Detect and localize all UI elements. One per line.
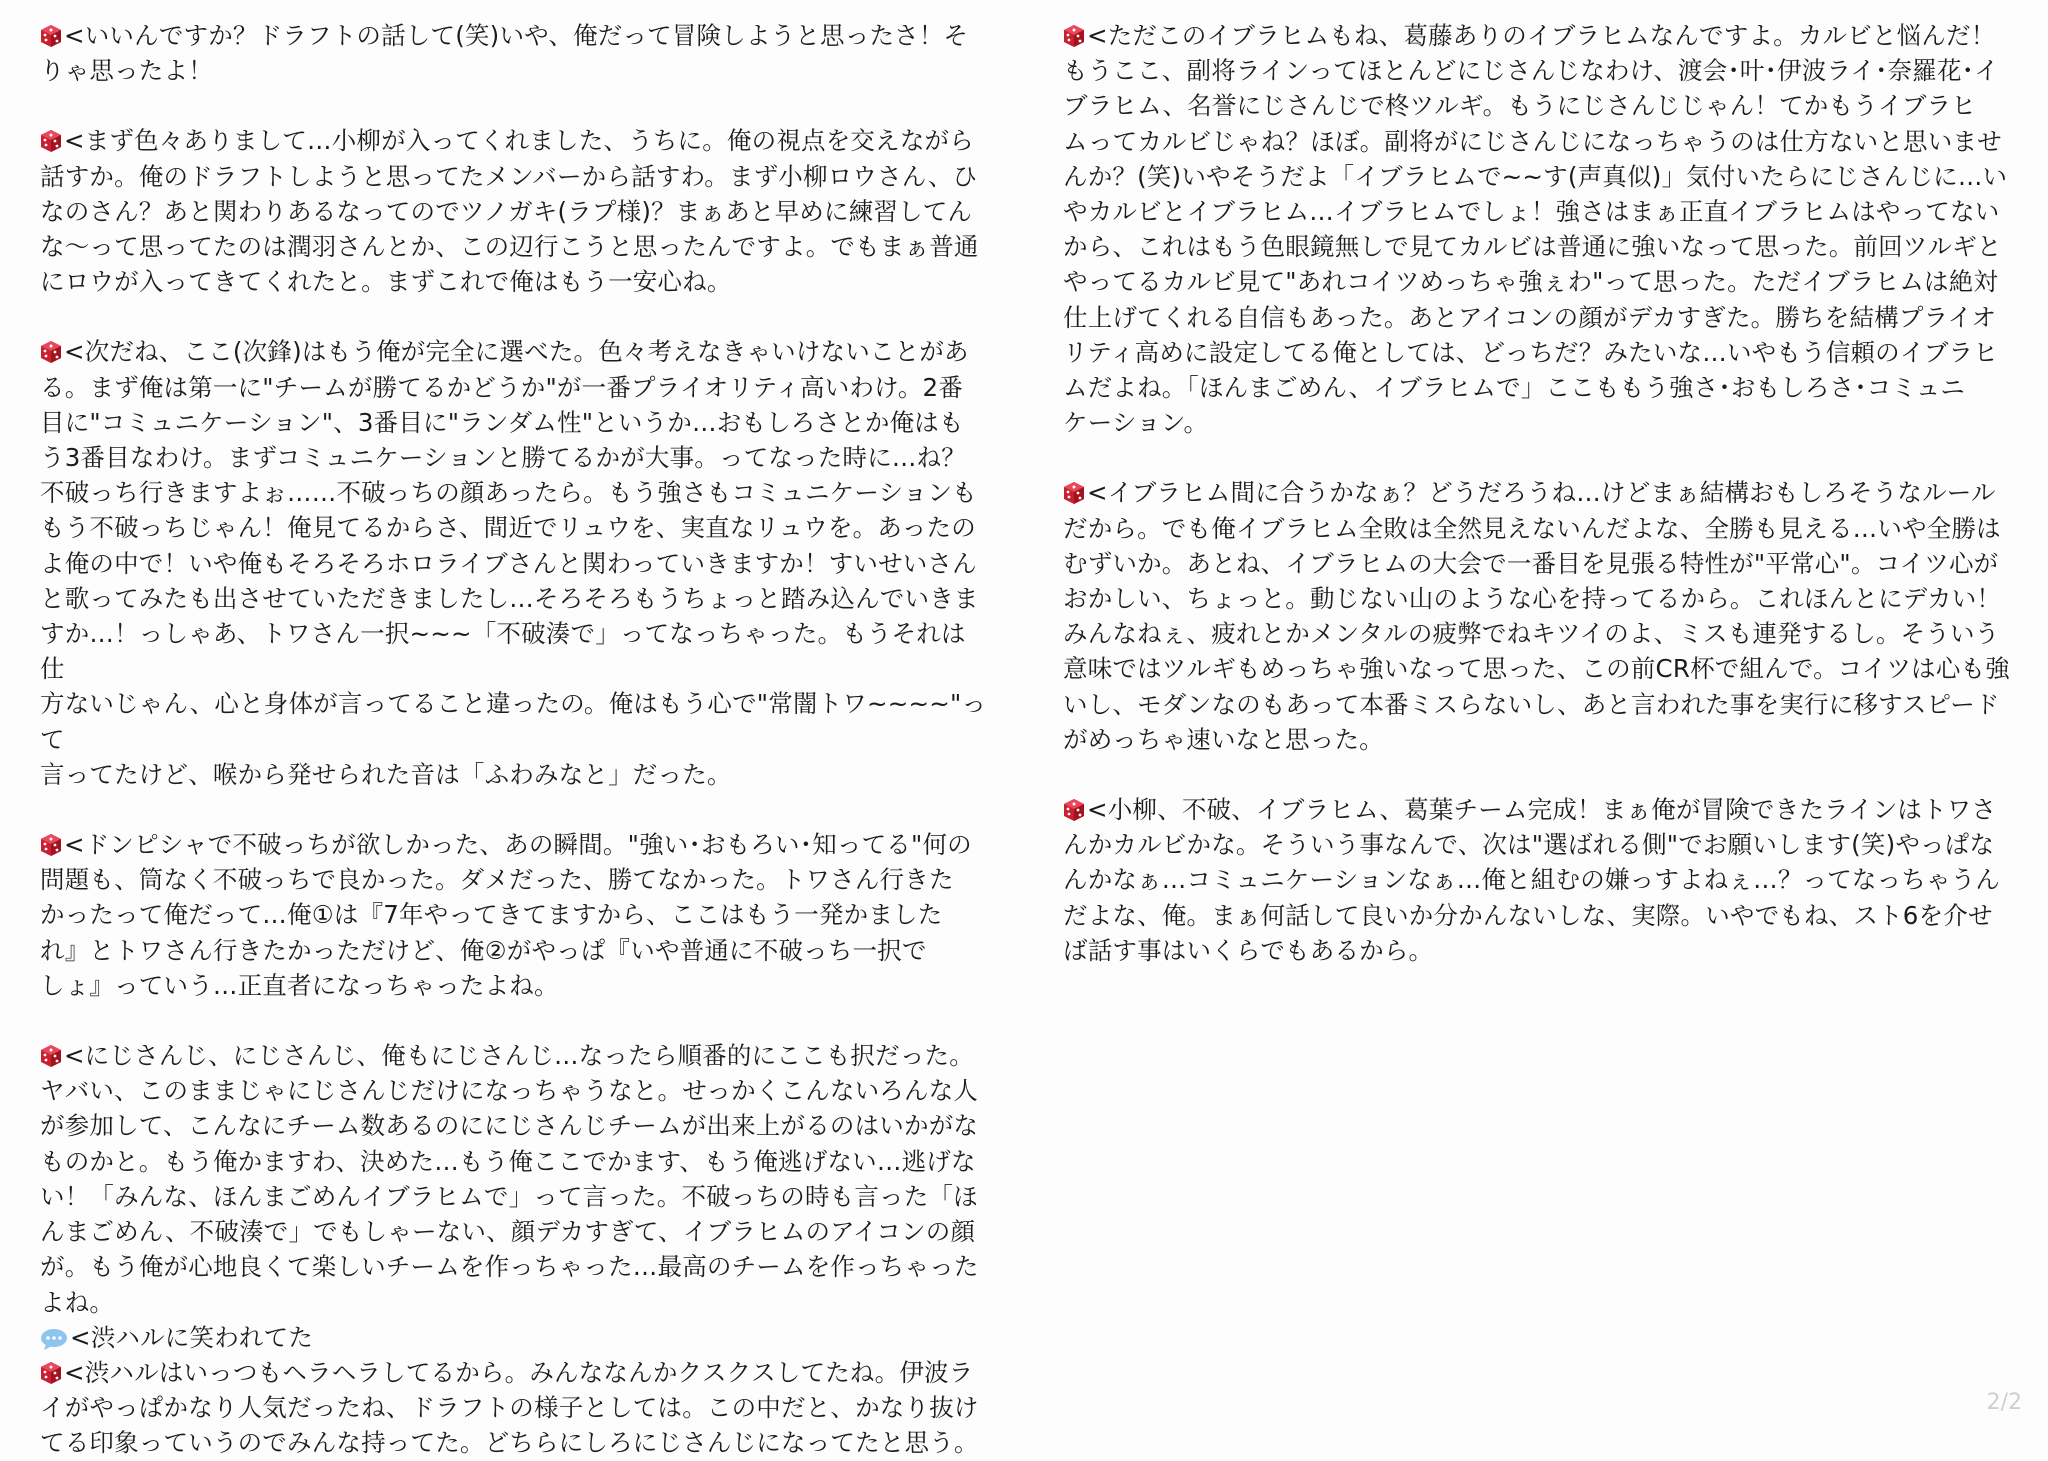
text-line	[1063, 511, 2023, 546]
line-text: 不破っち行きますよぉ……不破っちの顔あったら。もう強さもコミュニケーションも	[40, 478, 977, 508]
line-text: だよな、俺。まぁ何話して良いか分かんないしな、実際。いやでもね、スト6を介せ	[1063, 900, 1993, 930]
line-text: <ただこのイブラヒムもね、葛藤ありのイブラヒムなんですよ。カルビと悩んだ！	[1087, 21, 1996, 50]
text-line	[40, 1073, 990, 1108]
paragraph	[1063, 18, 2023, 440]
line-text: 話すか。俺のドラフトしようと思ってたメンバーから話すわ。まず小柳ロウさん、ひ	[40, 161, 978, 191]
line-text: ケーション。	[1063, 408, 1209, 438]
line-text: 言ってたけど、喉から発せられた音は「ふわみなと」だった。	[40, 759, 732, 789]
text-line	[40, 334, 990, 369]
text-line	[1063, 229, 2023, 264]
line-text: んか？(笑)いやそうだよ「イブラヒムで~~す(声真似)」気付いたらにじさんじに…い	[1063, 161, 2008, 191]
dice-icon	[40, 833, 62, 857]
text-line	[40, 1390, 990, 1425]
text-line	[1063, 335, 2023, 370]
text-line	[40, 1320, 990, 1355]
paragraph	[40, 334, 990, 792]
line-text: る。まず俺は第一に"チームが勝てるかどうか"が一番プライオリティ高いわけ。2番	[40, 372, 964, 402]
line-text: 仕上げてくれる自信もあった。あとアイコンの顔がデカすぎた。勝ちを結構プライオ	[1063, 302, 1997, 332]
text-line	[1063, 933, 2023, 968]
text-line	[1063, 651, 2023, 686]
line-text: から、これはもう色眼鏡無しで見てカルビは普通に強いなって思った。前回ツルギと	[1063, 232, 2002, 262]
text-line	[1063, 546, 2023, 581]
speech-bubble-icon	[40, 1328, 68, 1350]
line-text: やってるカルビ見て"あれコイツめっちゃ強ぇわ"って思った。ただイブラヒムは絶対	[1063, 267, 1999, 297]
line-text: 意味ではツルギもめっちゃ強いなって思った、この前CR杯で組んで。コイツは心も強	[1063, 654, 2010, 684]
line-text: りゃ思ったよ！	[40, 56, 213, 86]
paragraph	[40, 1038, 990, 1320]
text-line	[40, 933, 990, 968]
text-line	[1063, 898, 2023, 933]
text-line	[1063, 862, 2023, 897]
paragraph	[1063, 792, 2023, 968]
line-text: が参加して、こんなにチーム数あるのににじさんじチームが出来上がるのはいかがな	[40, 1111, 979, 1141]
paragraph	[1063, 475, 2023, 757]
text-line	[40, 1425, 990, 1460]
dice-icon	[1063, 481, 1085, 505]
text-line	[1063, 88, 2023, 123]
text-line	[40, 1249, 990, 1284]
text-line	[40, 968, 990, 1003]
text-line	[1063, 792, 2023, 827]
line-text: 問題も、筒なく不破っちで良かった。ダメだった、勝てなかった。トワさん行きた	[40, 865, 954, 895]
text-line	[40, 1285, 990, 1320]
line-text: な〜って思ってたのは潤羽さんとか、この辺行こうと思ったんですよ。でもまぁ普通	[40, 232, 979, 262]
text-line	[40, 827, 990, 862]
line-text: 目に"コミュニケーション"、3番目に"ランダム性"というか…おもしろさとか俺はも	[40, 407, 964, 437]
dice-icon	[40, 340, 62, 364]
text-line	[40, 862, 990, 897]
text-line	[40, 370, 990, 405]
line-text: だから。でも俺イブラヒム全敗は全然見えないんだよな、全勝も見える…いや全勝は	[1063, 513, 2001, 543]
text-line	[1063, 687, 2023, 722]
paragraph	[40, 1355, 990, 1461]
line-text: もうここ、副将ラインってほとんどにじさんじなわけ、渡会･叶･伊波ライ･奈羅花･イ	[1063, 56, 1999, 86]
line-text: しょ』っていう…正直者になっちゃったよね。	[40, 970, 559, 1000]
line-text: んかなぁ…コミュニケーションなぁ…俺と組むの嫌っすよねぇ…？ってなっちゃうん	[1063, 865, 2001, 895]
dice-icon	[40, 24, 62, 48]
dice-icon	[1063, 24, 1085, 48]
line-text: <イブラヒム間に合うかなぁ？どうだろうね…けどまぁ結構おもしろそうなルール	[1087, 478, 1996, 508]
text-line	[40, 1179, 990, 1214]
line-text: が。もう俺が心地良くて楽しいチームを作っちゃった…最高のチームを作っちゃった	[40, 1252, 979, 1282]
line-text: ムだよね。「ほんまごめん、イブラヒムで」ここももう強さ･おもしろさ･コミュニ	[1063, 373, 1966, 403]
text-line	[40, 475, 990, 510]
text-line	[40, 123, 990, 158]
line-text: <渋ハルはいっつもヘラヘラしてるから。みんななんかクスクスしてたね。伊波ラ	[64, 1357, 974, 1387]
line-text: <いいんですか？ドラフトの話して(笑)いや、俺だって冒険しようと思ったさ！そ	[64, 21, 969, 50]
line-text: う3番目なわけ。まずコミュニケーションと勝てるかが大事。ってなった時に…ね？	[40, 443, 967, 473]
left-column	[40, 18, 990, 1461]
text-line	[40, 1038, 990, 1073]
text-line	[40, 581, 990, 616]
line-text: もう不破っちじゃん！俺見てるからさ、間近でリュウを、実直なリュウを。あったの	[40, 513, 976, 543]
line-text: よ俺の中で！いや俺もそろそろホロライブさんと関わっていきますか！すいせいさん	[40, 548, 977, 578]
dice-icon	[40, 1361, 62, 1385]
line-text: い！「みんな、ほんまごめんイブラヒムで」って言った。不破っちの時も言った「ほ	[40, 1181, 978, 1211]
text-line	[1063, 475, 2023, 510]
line-text: いし、モダンなのもあって本番ミスらないし、あと言われた事を実行に移すスピード	[1063, 689, 2000, 719]
paragraph	[40, 123, 990, 299]
line-text: <にじさんじ、にじさんじ、俺もにじさんじ…なったら順番的にここも択だった。	[64, 1041, 974, 1071]
text-line	[40, 440, 990, 475]
line-text: <次だね、ここ(次鋒)はもう俺が完全に選べた。色々考えなきゃいけないことがあ	[64, 337, 969, 367]
text-line	[40, 1144, 990, 1179]
line-text: れ』とトワさん行きたかっただけど、俺②がやっぱ『いや普通に不破っち一択で	[40, 935, 927, 965]
text-line	[40, 546, 990, 581]
dice-icon	[1063, 798, 1085, 822]
line-text: ヤバい、このままじゃにじさんじだけになっちゃうなと。せっかくこんないろんな人	[40, 1076, 979, 1106]
paragraph	[40, 1320, 990, 1355]
text-line	[40, 53, 990, 88]
line-text: <ドンピシャで不破っちが欲しかった、あの瞬間。"強い･おもろい･知ってる"何の	[64, 830, 972, 860]
text-line	[40, 1355, 990, 1390]
paragraph	[40, 827, 990, 1003]
line-text: <まず色々ありまして…小柳が入ってくれました、うちに。俺の視点を交えながら	[64, 126, 974, 156]
text-line	[40, 264, 990, 299]
line-text: ムってカルビじゃね？ほぼ。副将がにじさんじになっちゃうのは仕方ないと思いませ	[1063, 126, 2002, 156]
right-column	[1063, 18, 2023, 1003]
text-line	[40, 405, 990, 440]
line-text: ば話す事はいくらでもあるから。	[1063, 935, 1434, 965]
text-line	[40, 1108, 990, 1143]
text-line	[1063, 159, 2023, 194]
line-text: なのさん？あと関わりあるなってのでツノガキ(ラプ様)？まぁあと早めに練習してん	[40, 196, 973, 226]
text-line	[40, 757, 990, 792]
line-text: やカルビとイブラヒム…イブラヒムでしょ！強さはまぁ正直イブラヒムはやってない	[1063, 197, 2000, 227]
dice-icon	[40, 1044, 62, 1068]
text-line	[40, 159, 990, 194]
text-line	[1063, 124, 2023, 159]
paragraph	[40, 18, 990, 88]
line-text: にロウが入ってきてくれたと。まずこれで俺はもう一安心ね。	[40, 267, 732, 297]
line-text: リティ高めに設定してる俺としては、どっちだ？みたいな…いやもう信頼のイブラヒ	[1063, 337, 1998, 367]
line-text: と歌ってみたも出させていただきましたし…そろそろもうちょっと踏み込んでいきま	[40, 583, 979, 613]
text-line	[40, 1214, 990, 1249]
line-text: よね。	[40, 1287, 115, 1317]
line-text: みんなねぇ、疲れとかメンタルの疲弊でねキツイのよ、ミスも連発するし。そういう	[1063, 619, 2000, 649]
line-text: がめっちゃ速いなと思った。	[1063, 724, 1384, 754]
text-line	[1063, 370, 2023, 405]
line-text: すか…！っしゃあ、トワさん一択~~~「不破湊で」ってなっちゃった。もうそれは仕	[40, 619, 966, 684]
text-line	[1063, 827, 2023, 862]
page-number: 2/2	[1986, 1390, 2022, 1415]
line-text: <小柳、不破、イブラヒム、葛葉チーム完成！まぁ俺が冒険できたラインはトワさ	[1087, 795, 1997, 825]
text-line	[1063, 194, 2023, 229]
line-text: むずいか。あとね、イブラヒムの大会で一番目を見張る特性が"平常心"。コイツ心が	[1063, 548, 1999, 578]
line-text: おかしい、ちょっと。動じない山のような心を持ってるから。これほんとにデカい！	[1063, 584, 2002, 614]
line-text: イがやっぱかなり人気だったね、ドラフトの様子としては。この中だと、かなり抜け	[40, 1393, 979, 1423]
text-line	[1063, 18, 2023, 53]
line-text: ものかと。もう俺かますわ、決めた…もう俺ここでかます、もう俺逃げない…逃げな	[40, 1146, 976, 1176]
text-line	[40, 229, 990, 264]
text-line	[40, 686, 990, 756]
line-text: ブラヒム、名誉にじさんじで柊ツルギ。もうにじさんじじゃん！てかもうイブラヒ	[1063, 91, 1976, 121]
text-line	[1063, 581, 2023, 616]
line-text: <渋ハルに笑われてた	[70, 1322, 314, 1352]
line-text: んかカルビかな。そういう事なんで、次は"選ばれる側"でお願いします(笑)やっぱな	[1063, 830, 1995, 860]
text-line	[40, 897, 990, 932]
line-text: んまごめん、不破湊で」でもしゃーない、顔デカすぎて、イブラヒムのアイコンの顔	[40, 1217, 976, 1247]
text-line	[40, 616, 990, 686]
text-line	[1063, 300, 2023, 335]
line-text: かったって俺だって…俺①は『7年やってきてますから、ここはもう一発かました	[40, 900, 943, 930]
dice-icon	[40, 129, 62, 153]
text-line	[1063, 405, 2023, 440]
text-line	[1063, 53, 2023, 88]
text-line	[1063, 616, 2023, 651]
line-text: てる印象っていうのでみんな持ってた。どちらにしろにじさんじになってたと思う。	[40, 1428, 979, 1458]
text-line	[1063, 264, 2023, 299]
text-line	[40, 18, 990, 53]
line-text: 方ないじゃん、心と身体が言ってること違ったの。俺はもう心で"常闇トワ~~~~"って	[40, 689, 987, 754]
text-line	[1063, 722, 2023, 757]
text-line	[40, 510, 990, 545]
text-line	[40, 194, 990, 229]
